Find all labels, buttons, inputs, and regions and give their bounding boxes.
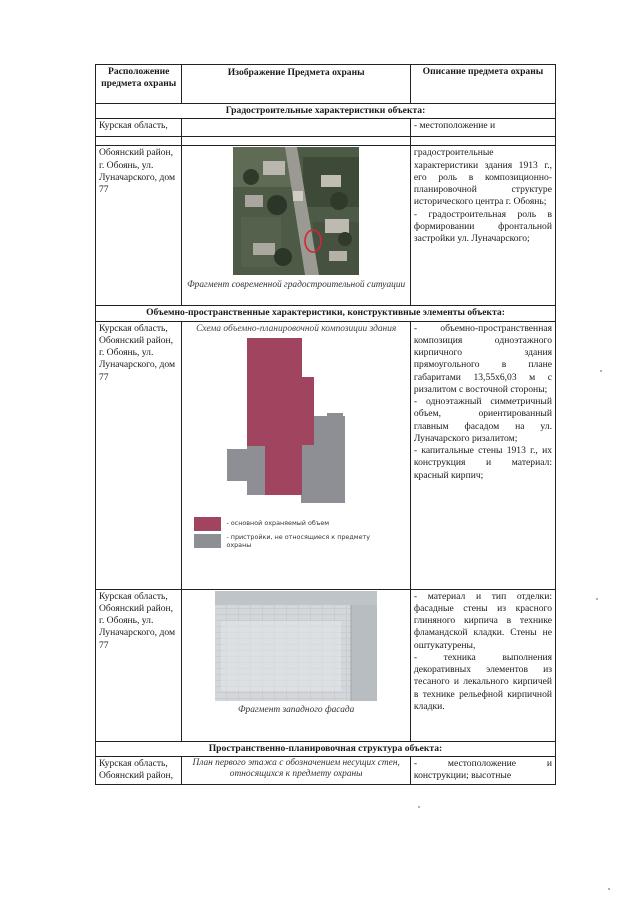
location-cell: Курская область, Обоянский район,	[96, 756, 182, 784]
table-row	[96, 146, 556, 306]
section-title-volume: Объемно-пространственные характеристики, конструктивные элементы объекта:	[96, 306, 556, 321]
description-cell-top	[410, 119, 555, 137]
image-cell-aerial	[182, 146, 410, 306]
page-break-gap	[96, 137, 556, 146]
section-row-volume	[96, 306, 556, 321]
table-row	[96, 589, 556, 741]
extension-block	[227, 449, 247, 481]
scan-speck	[608, 888, 610, 890]
table-row	[96, 756, 556, 784]
description-text: - объемно-пространственная композиция одноэтажного кирпичного здания прямоугольного в плане габаритами 13,55х6,03 м с ризалитом с восточной стороны; - одноэтажный симметричный объем, ориентированный главным фасадом на ул. Луначарского ризалитом; - капитальные стены 1913 г., их конструкция и материал: красный кирпич;	[413, 322, 552, 481]
header-image: Изображение Предмета охраны	[182, 65, 410, 104]
legend-label-main: - основной охраняемый объем	[226, 519, 330, 528]
location-cell: Курская область, Обоянский район, г. Обоянь, ул. Луначарского, дом 77	[96, 589, 182, 741]
legend-swatch-extensions	[194, 534, 221, 548]
facade-caption: Фрагмент западного фасада	[237, 704, 355, 715]
section-row-plan	[96, 741, 556, 756]
table-row	[96, 321, 556, 589]
image-cell-plan	[182, 756, 410, 784]
header-location: Расположение предмета охраны	[96, 65, 182, 104]
aerial-caption: Фрагмент современной градостроительной ситуации	[187, 279, 406, 290]
description-text: - местоположение и конструкции; высотные	[413, 757, 552, 782]
location-cell: Курская область, Обоянский район, г. Обоянь, ул. Луначарского, дом 77	[96, 321, 182, 589]
volume-scheme-diagram	[184, 334, 400, 514]
image-cell-facade	[182, 589, 410, 741]
legend-label-extensions: - пристройки, не относящиеся к предмету охраны	[226, 533, 371, 550]
description-text: градостроительные характеристики здания 1913 г., его роль в композиционно-планировочной структуре исторического центра г. Обоянь; - градостроительная роль в формировании фронтальной застройки ул. Луначарского;	[413, 147, 552, 245]
aerial-photo	[233, 147, 359, 275]
description-cell	[410, 146, 555, 306]
scan-speck	[600, 370, 602, 372]
plan-caption: План первого этажа с обозначением несущих стен, относящихся к предмету охраны	[192, 757, 400, 779]
image-cell-top	[182, 119, 410, 137]
description-cell	[410, 321, 555, 589]
table-header-row	[96, 65, 556, 104]
legend-item-main	[194, 517, 407, 531]
image-cell-scheme	[182, 321, 410, 589]
section-title-plan: Пространственно-планировочная структура объекта:	[96, 741, 556, 756]
facade-photo	[215, 591, 377, 701]
description-cell	[410, 589, 555, 741]
section-row-urban	[96, 104, 556, 119]
location-cell-top: Курская область,	[96, 119, 182, 137]
location-cell: Обоянский район, г. Обоянь, ул. Луначарского, дом 77	[96, 146, 182, 306]
legend-swatch-main	[194, 517, 221, 531]
scan-speck	[596, 598, 598, 600]
table-row	[96, 119, 556, 137]
section-title-urban: Градостроительные характеристики объекта:	[96, 104, 556, 119]
description-top-text: - местоположение и	[413, 120, 496, 132]
scan-speck	[418, 806, 420, 808]
scheme-legend	[184, 517, 407, 549]
protection-subject-table	[95, 64, 556, 785]
legend-item-extensions	[194, 534, 407, 549]
description-text: - материал и тип отделки: фасадные стены из красного глиняного кирпича в технике фламандской кладки. Стены не оштукатурены, - техника выполнения декоративных элементов из тесаного и лекального кирпичей в технике рельефной кирпичной кладки.	[413, 590, 552, 712]
description-cell	[410, 756, 555, 784]
header-description: Описание предмета охраны	[410, 65, 555, 104]
scheme-title: Схема объемно-планировочной композиции здания	[196, 323, 397, 334]
